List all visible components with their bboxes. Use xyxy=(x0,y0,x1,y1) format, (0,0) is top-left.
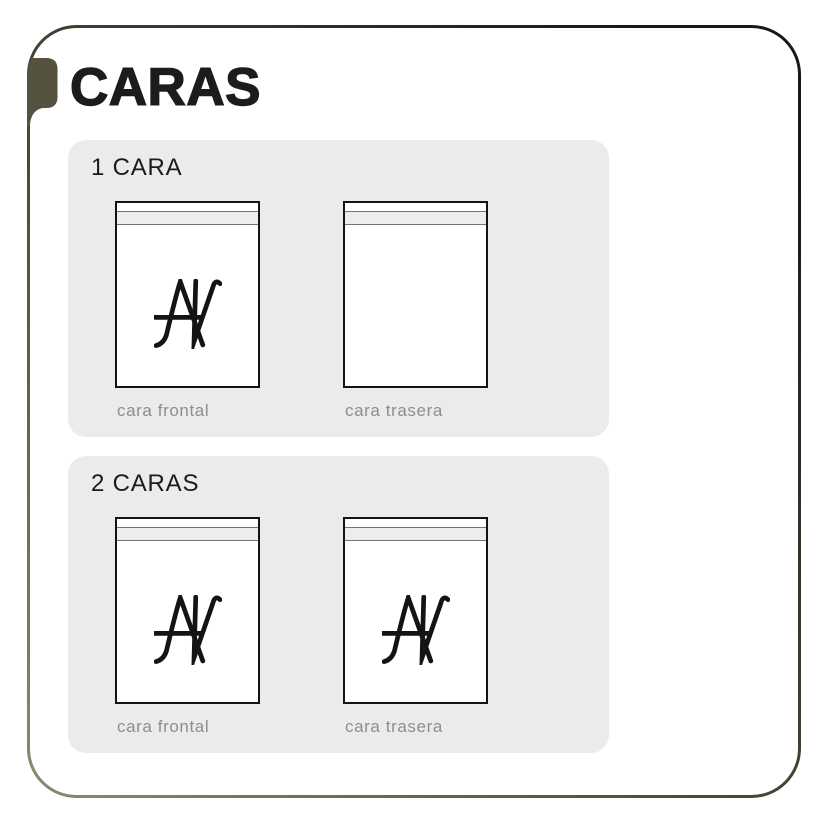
bag-caption-front: cara frontal xyxy=(117,717,210,736)
corner-tab-icon xyxy=(27,58,58,127)
page-title: CARAS xyxy=(70,58,261,117)
bag-front-mockup xyxy=(115,201,260,388)
section-heading: 2 CARAS xyxy=(91,470,200,497)
bag-front-mockup xyxy=(115,517,260,704)
section-card-1-cara xyxy=(68,140,609,437)
bag-caption-front: cara frontal xyxy=(117,401,210,420)
section-heading: 1 CARA xyxy=(91,154,183,181)
bag-caption-back: cara trasera xyxy=(345,401,443,420)
av-monogram-logo-icon xyxy=(154,279,222,349)
bag-seal-strip xyxy=(117,211,258,225)
bag-seal-strip xyxy=(345,211,486,225)
bag-caption-back: cara trasera xyxy=(345,717,443,736)
av-monogram-logo-icon xyxy=(382,595,450,665)
bag-seal-strip xyxy=(345,527,486,541)
av-monogram-logo-icon xyxy=(154,595,222,665)
section-card-2-caras xyxy=(68,456,609,753)
bag-back-mockup xyxy=(343,517,488,704)
bag-seal-strip xyxy=(117,527,258,541)
bag-back-mockup xyxy=(343,201,488,388)
